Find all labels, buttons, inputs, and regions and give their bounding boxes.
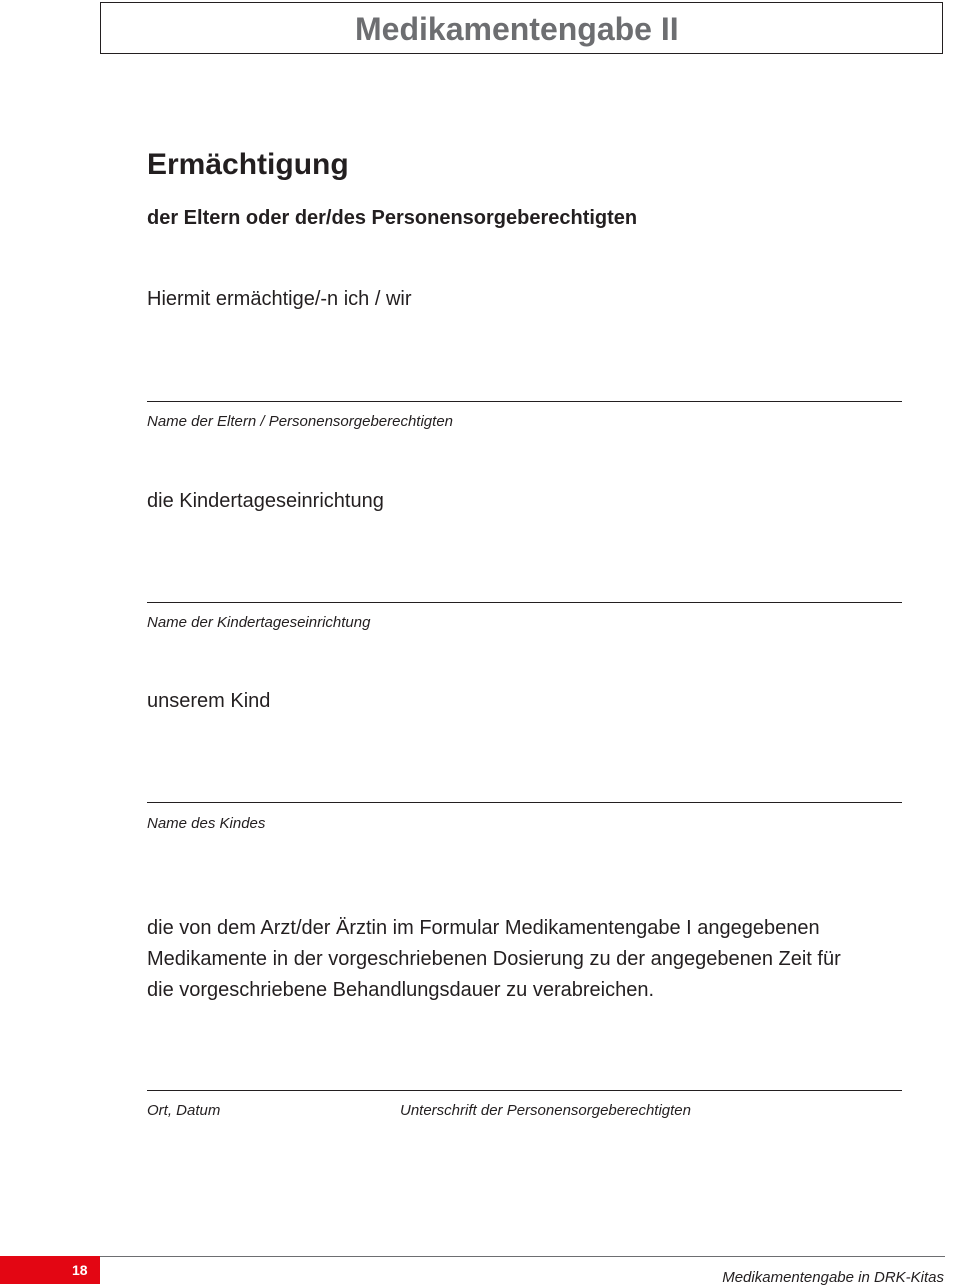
- signature-line[interactable]: [147, 1090, 902, 1091]
- footer-publication-title: Medikamentengabe in DRK-Kitas: [722, 1269, 944, 1286]
- paragraph-line: Medikamente in der vorgeschriebenen Dosierung zu der angegebenen Zeit für: [147, 948, 841, 970]
- signature-label: Unterschrift der Personensorgeberechtigten: [400, 1102, 691, 1119]
- parents-name-line[interactable]: [147, 401, 902, 402]
- authorization-paragraph: [147, 913, 907, 1006]
- footer-divider: [100, 1256, 945, 1257]
- form-heading: Ermächtigung: [147, 148, 349, 181]
- paragraph-line: die vorgeschriebene Behandlungsdauer zu verabreichen.: [147, 979, 655, 1001]
- facility-intro-text: die Kindertageseinrichtung: [147, 490, 384, 512]
- facility-name-label: Name der Kindertageseinrichtung: [147, 614, 371, 631]
- intro-authorize-text: Hiermit ermächtige/-n ich / wir: [147, 288, 412, 310]
- form-subheading: der Eltern oder der/des Personensorgeberechtigten: [147, 207, 638, 229]
- page-title: Medikamentengabe II: [355, 11, 679, 47]
- page-title-box: [100, 2, 943, 54]
- place-date-label: Ort, Datum: [147, 1102, 221, 1119]
- child-name-label: Name des Kindes: [147, 815, 266, 832]
- page-number: 18: [72, 1262, 88, 1278]
- child-name-line[interactable]: [147, 802, 902, 803]
- facility-name-line[interactable]: [147, 602, 902, 603]
- page-number-badge: [0, 1256, 100, 1284]
- parents-name-label: Name der Eltern / Personensorgeberechtigten: [147, 413, 454, 430]
- child-intro-text: unserem Kind: [147, 690, 271, 712]
- paragraph-line: die von dem Arzt/der Ärztin im Formular Medikamentengabe I angegebenen: [147, 917, 820, 939]
